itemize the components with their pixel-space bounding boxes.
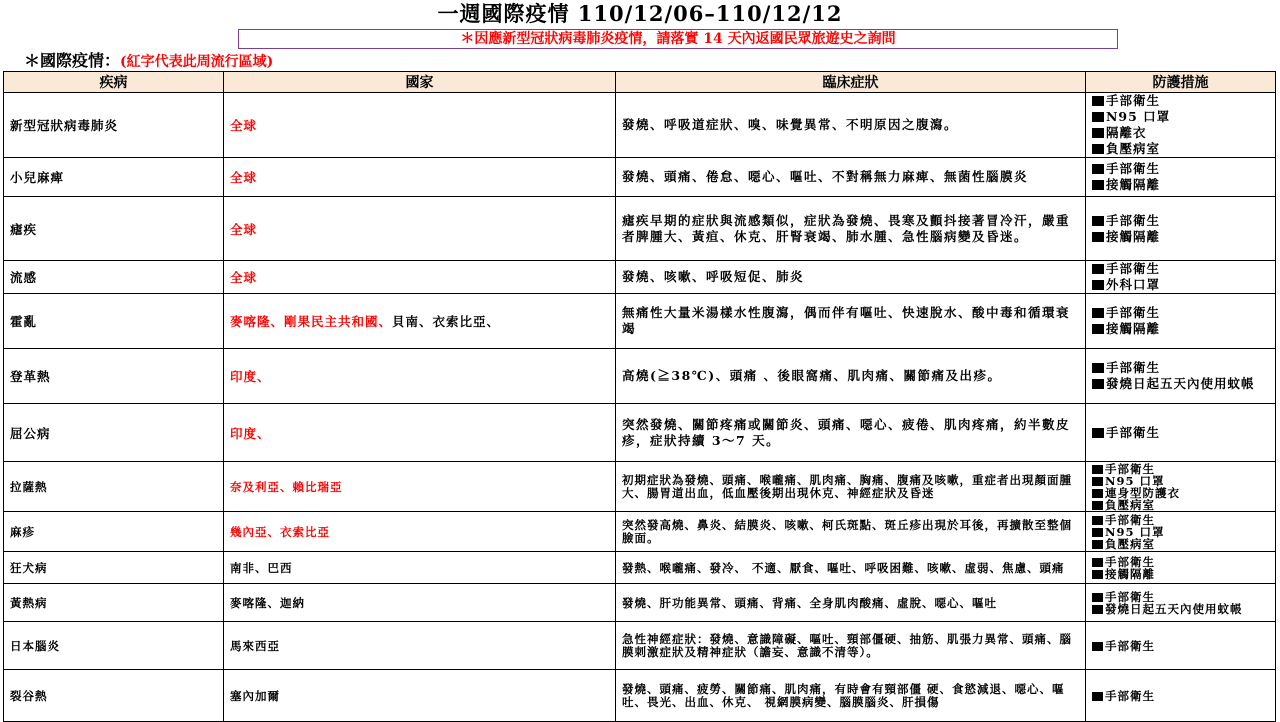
- country-text: 麥喀隆、剛果民主共和國、: [230, 314, 393, 329]
- protection-cell: [1086, 552, 1276, 584]
- symptom-cell: 發燒、肝功能異常、頭痛、背痛、全身肌肉酸痛、虛脫、噁心、嘔吐: [616, 584, 1086, 622]
- protection-item: [1092, 161, 1272, 177]
- protection-text: 接觸隔離: [1106, 177, 1161, 192]
- table-row: [4, 158, 1276, 197]
- symptom-cell: 發熱、喉嚨痛、發冷、 不適、厭食、嘔吐、呼吸困難、咳嗽、虛弱、焦慮、頭痛: [616, 552, 1086, 584]
- protection-cell: [1086, 294, 1276, 349]
- protection-item: [1092, 538, 1272, 550]
- protection-cell: [1086, 93, 1276, 158]
- symptom-cell: 初期症狀為發燒、頭痛、喉嚨痛、肌肉痛、胸痛、腹痛及咳嗽，重症者出現顏面腫大、腸胃道出血，低血壓後期出現休克、神經症狀及昏迷: [616, 462, 1086, 512]
- bullet-square-icon: [1092, 642, 1103, 651]
- protection-item: [1092, 93, 1272, 109]
- protection-item: [1092, 213, 1272, 229]
- protection-cell: [1086, 261, 1276, 294]
- symptom-cell: 突然發燒、關節疼痛或關節炎、頭痛、噁心、疲倦、肌肉疼痛，約半數皮疹，症狀持續 3～7 天。: [616, 404, 1086, 462]
- protection-item: [1092, 360, 1272, 376]
- protection-item: [1092, 177, 1272, 193]
- protection-item: [1092, 229, 1272, 245]
- protection-cell: [1086, 670, 1276, 722]
- country-text: 印度、: [230, 425, 271, 441]
- country-cell: [224, 404, 616, 462]
- symptom-cell: 高燒(≧38℃)、頭痛 、後眼窩痛、肌肉痛、關節痛及出疹。: [616, 349, 1086, 404]
- protection-text: 手部衛生: [1105, 513, 1155, 527]
- protection-text: 接觸隔離: [1105, 567, 1155, 581]
- header-disease: 疾病: [4, 72, 224, 93]
- protection-text: 外科口罩: [1106, 277, 1161, 292]
- protection-item: [1092, 376, 1272, 392]
- bullet-square-icon: [1092, 605, 1103, 614]
- disease-cell: 瘧疾: [4, 197, 224, 261]
- country-text: 奈及利亞、賴比瑞亞: [230, 479, 343, 494]
- protection-cell: [1086, 584, 1276, 622]
- country-text: 印度、: [230, 369, 271, 384]
- protection-text: 隔離衣: [1106, 125, 1147, 140]
- country-cell: [224, 197, 616, 261]
- disease-cell: 屈公病: [4, 404, 224, 462]
- protection-text: 手部衛生: [1105, 590, 1155, 604]
- table-row: [4, 552, 1276, 584]
- epidemic-table-top: [3, 71, 1276, 462]
- disease-cell: 流感: [4, 261, 224, 294]
- table-row: [4, 512, 1276, 552]
- table-header-row: [4, 72, 1276, 93]
- bullet-square-icon: [1092, 528, 1103, 537]
- country-text: 全球: [230, 118, 258, 133]
- country-cell: [224, 294, 616, 349]
- bullet-square-icon: [1092, 477, 1103, 486]
- protection-cell: [1086, 158, 1276, 197]
- protection-cell: [1086, 349, 1276, 404]
- protection-text: 手部衛生: [1106, 93, 1161, 108]
- protection-item: [1092, 425, 1272, 441]
- table-row: [4, 404, 1276, 462]
- table-row: [4, 349, 1276, 404]
- symptom-cell: 發燒、咳嗽、呼吸短促、肺炎: [616, 261, 1086, 294]
- protection-item: [1092, 568, 1272, 580]
- protection-cell: [1086, 512, 1276, 552]
- bullet-square-icon: [1092, 280, 1104, 290]
- country-text: 麥喀隆、迦納: [230, 595, 305, 610]
- protection-text: 發燒日起五天內使用蚊帳: [1106, 376, 1255, 391]
- bullet-square-icon: [1092, 112, 1104, 122]
- country-cell: [224, 670, 616, 722]
- bullet-square-icon: [1092, 308, 1104, 318]
- bullet-square-icon: [1092, 593, 1103, 602]
- country-cell: [224, 462, 616, 512]
- table-row: [4, 197, 1276, 261]
- bullet-square-icon: [1092, 428, 1104, 438]
- bullet-square-icon: [1092, 164, 1104, 174]
- symptom-cell: 突然發高燒、鼻炎、結膜炎、咳嗽、柯氏斑點、斑丘疹出現於耳後，再擴散至整個臉面。: [616, 512, 1086, 552]
- disease-cell: 日本腦炎: [4, 622, 224, 670]
- bullet-square-icon: [1092, 540, 1103, 549]
- table-row: [4, 622, 1276, 670]
- country-cell: [224, 349, 616, 404]
- protection-text: 手部衛生: [1106, 161, 1161, 176]
- bullet-square-icon: [1092, 264, 1104, 274]
- country-text: 南非、巴西: [230, 560, 293, 575]
- protection-text: N95 口罩: [1106, 109, 1171, 124]
- table-row: [4, 670, 1276, 722]
- notice-banner: ＊因應新型冠狀病毒肺炎疫情，請落實 14 天內返國民眾旅遊史之詢問: [238, 29, 1118, 49]
- bullet-square-icon: [1092, 232, 1104, 242]
- bullet-square-icon: [1092, 465, 1103, 474]
- protection-item: [1092, 125, 1272, 141]
- header-country: 國家: [224, 72, 616, 93]
- protection-cell: [1086, 462, 1276, 512]
- protection-text: 手部衛生: [1105, 462, 1155, 476]
- protection-text: 接觸隔離: [1106, 321, 1161, 336]
- bullet-square-icon: [1092, 96, 1104, 106]
- country-cell: [224, 584, 616, 622]
- country-text: 馬來西亞: [230, 638, 280, 653]
- protection-text: 連身型防護衣: [1105, 486, 1180, 500]
- protection-item: [1092, 499, 1272, 511]
- disease-cell: 小兒麻痺: [4, 158, 224, 197]
- country-cell: [224, 261, 616, 294]
- table-row: [4, 261, 1276, 294]
- bullet-square-icon: [1092, 692, 1103, 701]
- bullet-square-icon: [1092, 324, 1104, 334]
- bullet-square-icon: [1092, 516, 1103, 525]
- protection-cell: [1086, 197, 1276, 261]
- bullet-square-icon: [1092, 501, 1103, 510]
- protection-text: 負壓病室: [1105, 498, 1155, 512]
- country-text: 貝南、衣索比亞、: [392, 314, 501, 329]
- protection-item: [1092, 321, 1272, 337]
- symptom-cell: 瘧疾早期的症狀與流感類似，症狀為發燒、畏寒及顫抖接著冒冷汗，嚴重者脾腫大、黃疸、休克、肝腎衰竭、肺水腫、急性腦病變及昏迷。: [616, 197, 1086, 261]
- section-hint: (紅字代表此周流行區域): [120, 54, 274, 70]
- country-text: 全球: [230, 221, 258, 237]
- country-cell: [224, 622, 616, 670]
- country-text: 全球: [230, 170, 258, 185]
- protection-item: [1092, 603, 1272, 615]
- protection-text: N95 口罩: [1105, 474, 1165, 488]
- header-protection: 防護措施: [1086, 72, 1276, 93]
- header-symptoms: 臨床症狀: [616, 72, 1086, 93]
- bullet-square-icon: [1092, 216, 1104, 226]
- country-text: 塞內加爾: [230, 688, 280, 703]
- symptom-cell: 急性神經症狀：發燒、意識障礙、嘔吐、頸部僵硬、抽筋、肌張力異常、頭痛、腦膜刺激症狀及精神症狀（譫妄、意識不清等）。: [616, 622, 1086, 670]
- protection-item: [1092, 109, 1272, 125]
- protection-text: 手部衛生: [1106, 305, 1161, 320]
- table-row: [4, 462, 1276, 512]
- disease-cell: 登革熱: [4, 349, 224, 404]
- disease-cell: 狂犬病: [4, 552, 224, 584]
- bullet-square-icon: [1092, 144, 1104, 154]
- protection-item: [1092, 261, 1272, 277]
- protection-text: 手部衛生: [1106, 212, 1161, 228]
- protection-item: [1092, 141, 1272, 157]
- page-title: 一週國際疫情 110/12/06–110/12/12: [437, 1, 843, 26]
- bullet-square-icon: [1092, 489, 1103, 498]
- country-text: 全球: [230, 270, 258, 285]
- disease-cell: 拉薩熱: [4, 462, 224, 512]
- table-row: [4, 93, 1276, 158]
- section-label: ＊國際疫情：: [24, 51, 121, 70]
- country-cell: [224, 158, 616, 197]
- protection-text: N95 口罩: [1105, 525, 1165, 539]
- bullet-square-icon: [1092, 558, 1103, 567]
- bullet-square-icon: [1092, 180, 1104, 190]
- protection-text: 手部衛生: [1106, 424, 1161, 440]
- disease-cell: 麻疹: [4, 512, 224, 552]
- bullet-square-icon: [1092, 128, 1104, 138]
- country-text: 幾內亞、衣索比亞: [230, 524, 330, 539]
- protection-text: 手部衛生: [1106, 261, 1161, 276]
- country-cell: [224, 93, 616, 158]
- protection-text: 接觸隔離: [1106, 228, 1161, 244]
- protection-text: 手部衛生: [1105, 689, 1155, 703]
- table-row: [4, 584, 1276, 622]
- table-row: [4, 294, 1276, 349]
- protection-item: [1092, 640, 1272, 652]
- protection-cell: [1086, 622, 1276, 670]
- bullet-square-icon: [1092, 363, 1104, 373]
- protection-item: [1092, 305, 1272, 321]
- protection-cell: [1086, 404, 1276, 462]
- protection-text: 負壓病室: [1105, 537, 1155, 551]
- symptom-cell: 發燒、呼吸道症狀、嗅、味覺異常、不明原因之腹瀉。: [616, 93, 1086, 158]
- symptom-cell: 無痛性大量米湯樣水性腹瀉，偶而伴有嘔吐、快速脫水、酸中毒和循環衰竭: [616, 294, 1086, 349]
- disease-cell: 新型冠狀病毒肺炎: [4, 93, 224, 158]
- disease-cell: 裂谷熱: [4, 670, 224, 722]
- country-cell: [224, 512, 616, 552]
- protection-text: 手部衛生: [1105, 555, 1155, 569]
- epidemic-table-bottom: [3, 461, 1276, 722]
- disease-cell: 霍亂: [4, 294, 224, 349]
- protection-item: [1092, 277, 1272, 293]
- section-heading: [24, 51, 273, 71]
- bullet-square-icon: [1092, 379, 1104, 389]
- country-cell: [224, 552, 616, 584]
- bullet-square-icon: [1092, 570, 1103, 579]
- protection-text: 負壓病室: [1106, 141, 1161, 156]
- symptom-cell: 發燒、頭痛、倦怠、噁心、嘔吐、不對稱無力麻痺、無菌性腦膜炎: [616, 158, 1086, 197]
- protection-text: 手部衛生: [1106, 360, 1161, 375]
- protection-item: [1092, 690, 1272, 702]
- protection-text: 發燒日起五天內使用蚊帳: [1105, 602, 1243, 616]
- symptom-cell: 發燒、頭痛、疲勞、關節痛、肌肉痛，有時會有頸部僵 硬、食慾減退、噁心、嘔吐、畏光、出血、休克、 視網膜病變、腦膜腦炎、肝損傷: [616, 670, 1086, 722]
- protection-text: 手部衛生: [1105, 639, 1155, 653]
- disease-cell: 黃熱病: [4, 584, 224, 622]
